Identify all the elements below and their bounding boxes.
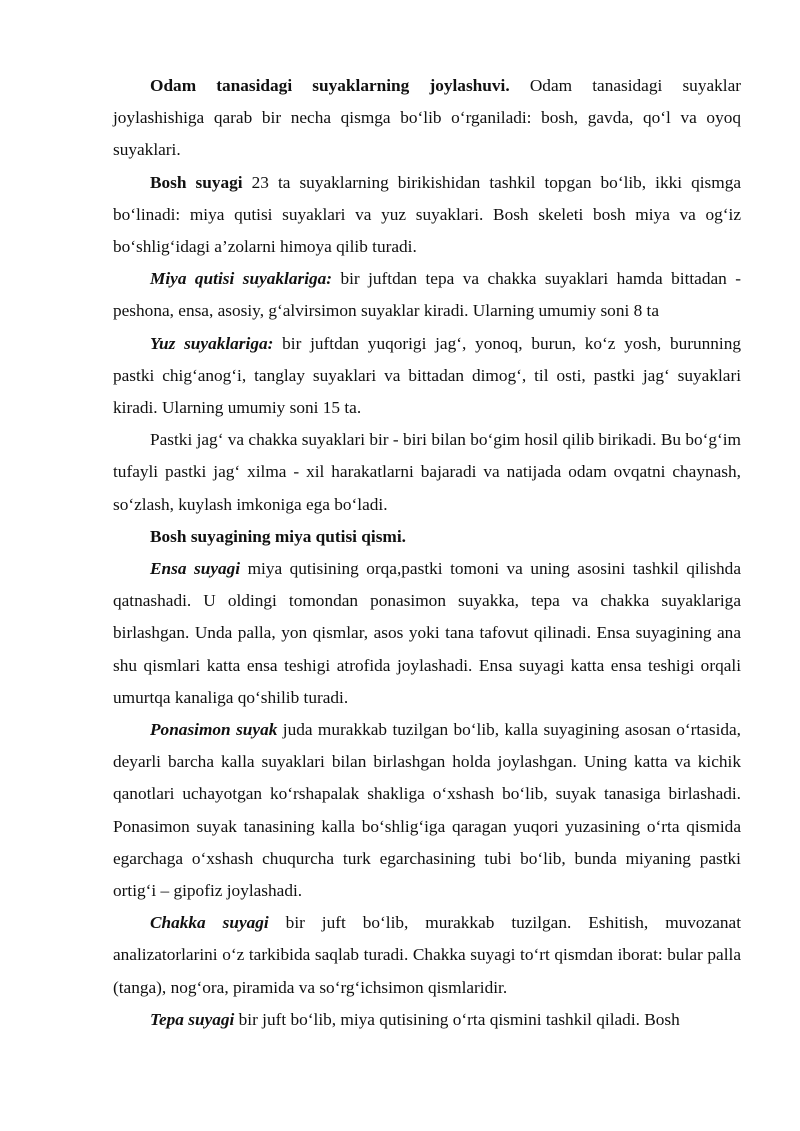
paragraph-temporal-bone	[113, 907, 741, 1004]
paragraph-parietal-bone	[113, 1004, 741, 1036]
paragraph-text: miya qutisining orqa,pastki tomoni va uning asosini tashkil qilishda qatnashadi. U oldingi tomondan ponasimon suyakka, tepa va chakka suyaklariga birlashgan. Unda palla, yon qismlar, asos yoki tana tafovut qilinadi. Ensa suyagining ana shu qismlari katta ensa teshigi atrofida joylashadi. Ensa suyagi katta ensa teshigi orqali umurtqa kanaliga qo‘shilib turadi.	[113, 559, 741, 707]
paragraph-skull	[113, 167, 741, 264]
paragraph-occipital-bone	[113, 553, 741, 714]
document-page	[113, 70, 741, 1036]
term-facial-bones: Yuz suyaklariga:	[150, 333, 274, 353]
paragraph-sphenoid-bone	[113, 714, 741, 907]
term-cranial-bones: Miya qutisi suyaklariga:	[150, 269, 333, 289]
paragraph-text: Pastki jag‘ va chakka suyaklari bir - biri bilan bo‘gim hosil qilib birikadi. Bu bo‘g‘im tufayli pastki jag‘ xilma - xil harakatlarni bajaradi va natijada odam ovqatni chaynash, so‘zlash, kuylash imkoniga ega bo‘ladi.	[113, 430, 741, 514]
paragraph-facial-bones	[113, 328, 741, 425]
term-parietal-bone: Tepa suyagi	[150, 1009, 235, 1029]
paragraph-text: bir juftdan yuqorigi jag‘, yonoq, burun, ko‘z yosh, burunning pastki chig‘anog‘i, tanglay suyaklari va bittadan dimog‘, til osti, pastki jag‘ suyaklari kiradi. Ularning umumiy soni 15 ta.	[113, 333, 742, 418]
paragraph-text: 23 ta suyaklarning birikishidan tashkil topgan bo‘lib, ikki qismga bo‘linadi: miya qutisi suyaklari va yuz suyaklari. Bosh skeleti bosh miya va og‘iz bo‘shlig‘idagi a’zolarni himoya qilib turadi.	[113, 172, 742, 257]
paragraph-jaw-joint	[113, 424, 741, 521]
term-occipital-bone: Ensa suyagi	[150, 559, 241, 579]
term-sphenoid-bone: Ponasimon suyak	[150, 720, 278, 740]
paragraph-text: juda murakkab tuzilgan bo‘lib, kalla suyagining asosan o‘rtasida, deyarli barcha kalla suyaklari bilan birlashgan holda joylashgan. Uning katta va kichik qanotlari uchayotgan ko‘rshapalak shakliga o‘xshash bo‘lib, suyak tanasiga birlashadi. Ponasimon suyak tanasining kalla bo‘shlig‘iga qaragan yuqori yuzasining o‘rta qismida egarchaga o‘xshash chuqurcha turk egarchasining tubi bo‘lib, bunda miyaning pastki ortig‘i – gipofiz joylashadi.	[113, 720, 741, 901]
heading-bone-placement: Odam tanasidagi suyaklarning joylashuvi.	[150, 76, 510, 95]
term-skull: Bosh suyagi	[150, 172, 243, 192]
paragraph-text: Odam tanasidagi suyaklar joylashishiga qarab bir necha qismga bo‘lib o‘rganiladi: bosh, gavda, qo‘l va oyoq suyaklari.	[113, 76, 741, 160]
heading-cranium-part: Bosh suyagining miya qutisi qismi.	[150, 526, 406, 546]
paragraph-cranial-bones	[113, 263, 741, 327]
section-heading-cranium	[113, 521, 741, 553]
paragraph-text: bir juft bo‘lib, miya qutisining o‘rta qismini tashkil qiladi. Bosh	[234, 1009, 680, 1029]
term-temporal-bone: Chakka suyagi	[150, 913, 269, 933]
paragraph-text: bir juft bo‘lib, murakkab tuzilgan. Eshitish, muvozanat analizatorlarini o‘z tarkibida saqlab turadi. Chakka suyagi to‘rt qismdan iborat: bular palla (tanga), nog‘ora, piramida va so‘rg‘ichsimon qismlaridir.	[113, 913, 742, 997]
paragraph-text: bir juftdan tepa va chakka suyaklari hamda bittadan - peshona, ensa, asosiy, g‘alvirsimon suyaklar kiradi. Ularning umumiy soni 8 ta	[113, 269, 741, 321]
paragraph-skeleton-overview	[113, 70, 741, 167]
